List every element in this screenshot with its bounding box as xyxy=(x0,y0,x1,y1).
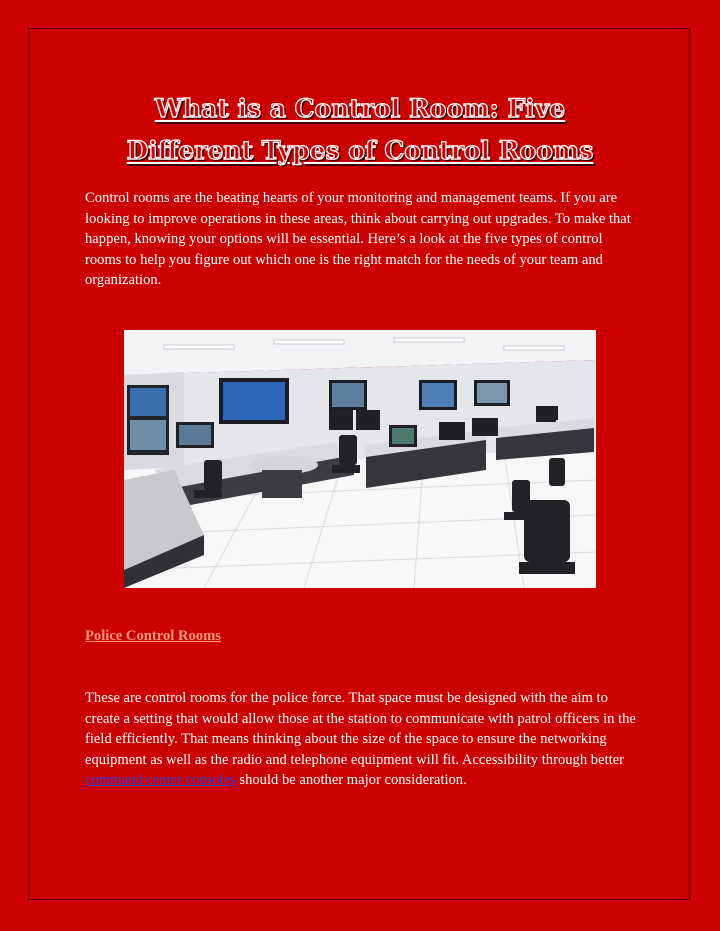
section-text-after-link: should be another major consideration. xyxy=(235,772,467,789)
title-line-1: What is a Control Room: Five xyxy=(154,94,566,123)
control-room-photo xyxy=(124,330,596,588)
section-text-before-link: These are control rooms for the police force. That space must be designed with the aim to create a setting that would allow those at the station to communicate with patrol officers in the field efficiently. That means thinking about the size of the space to ensure the networking equipment as well as the radio and telephone equipment will fit. Accessibility through better xyxy=(85,690,636,768)
intro-paragraph: Control rooms are the beating hearts of your monitoring and management teams. If you are looking to improve operations in these areas, think about carrying out upgrades. To make that happen, knowing your options will be essential. Here’s a look at the five types of control rooms to help you figure out which one is the right match for the needs of your team and organization. xyxy=(85,190,631,289)
control-room-illustration xyxy=(124,330,596,588)
section-heading-link[interactable]: Police Control Rooms xyxy=(85,628,221,644)
section-paragraph xyxy=(85,688,640,791)
command-center-consoles-link[interactable]: command center consoles xyxy=(85,772,236,789)
page-title xyxy=(60,88,660,172)
title-line-2: Different Types of Control Rooms xyxy=(126,136,594,165)
